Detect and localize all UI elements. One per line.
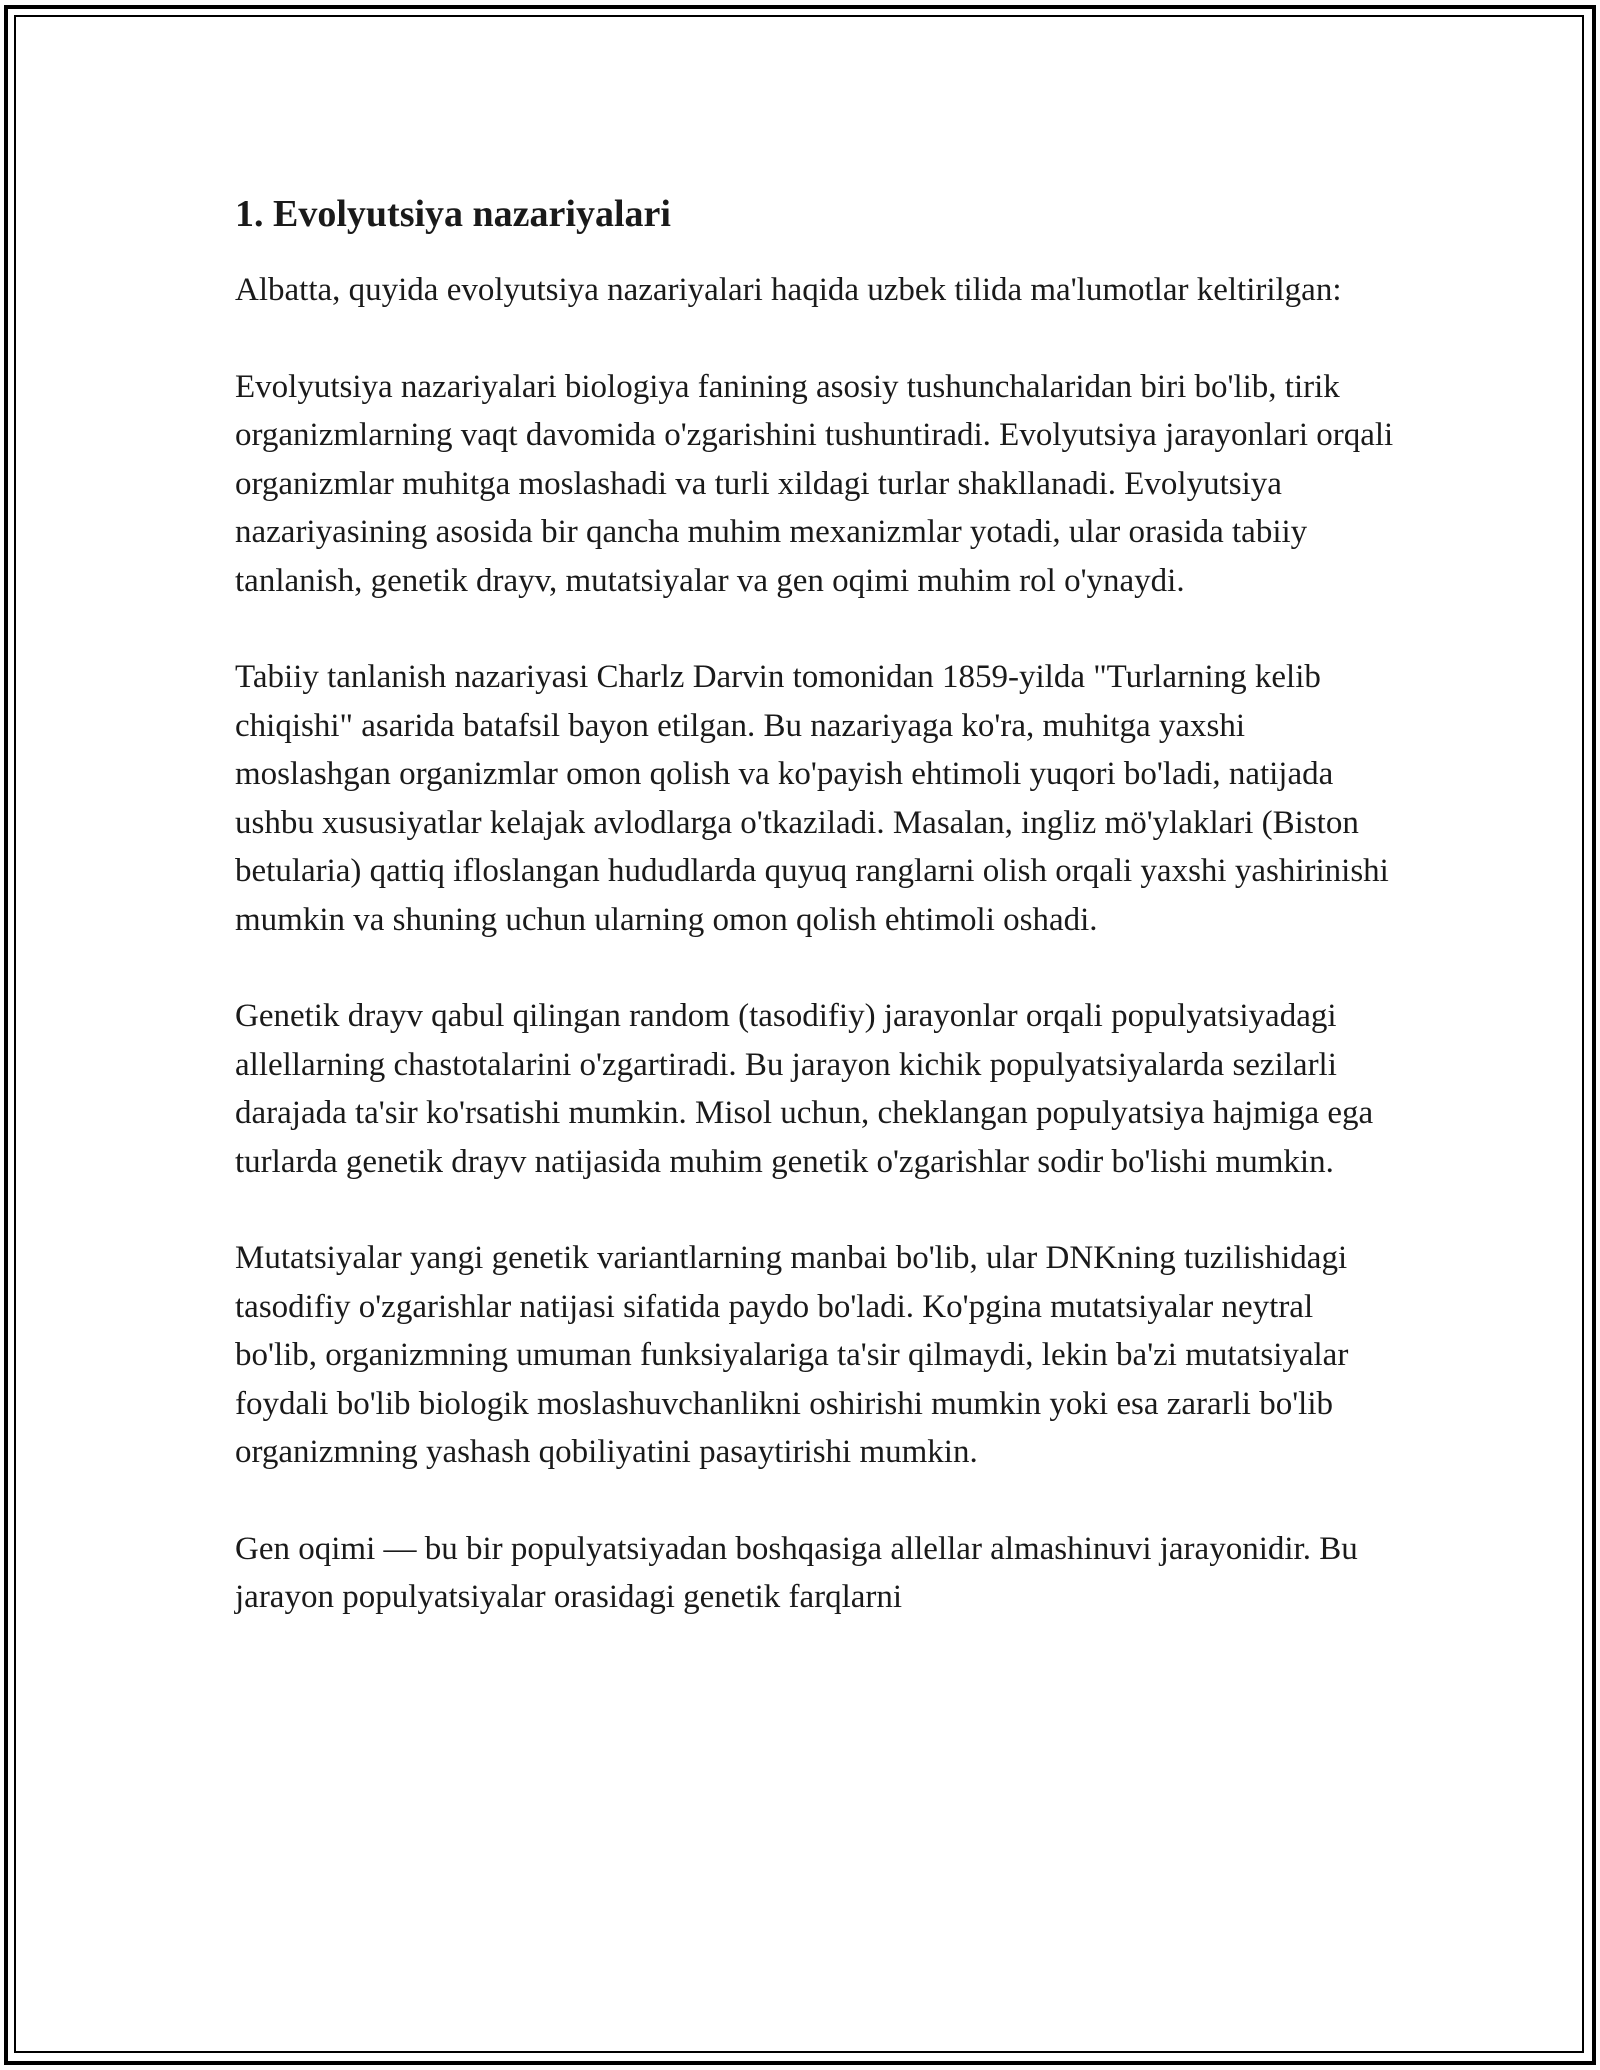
paragraph-intro: Albatta, quyida evolyutsiya nazariyalari haqida uzbek tilida ma'lumotlar keltirilgan:	[235, 272, 1342, 308]
paragraph-evolution-overview: Evolyutsiya nazariyalari biologiya fanining asosiy tushunchalaridan biri bo'lib, tirik organizmlarning vaqt davomida o'zgarishini tushuntiradi. Evolyutsiya jarayonlari orqali organizmlar muhitga moslashadi va turli xildagi turlar shakllanadi. Evolyutsiya nazariyasining asosida bir qancha muhim mexanizmlar yotadi, ular orasida tabiiy tanlanish, genetik drayv, mutatsiyalar va gen oqimi muhim rol o'ynaydi.	[235, 368, 1394, 599]
paragraph-genetic-drift: Genetik drayv qabul qilingan random (tasodifiy) jarayonlar orqali populyatsiyadagi allellarning chastotalarini o'zgartiradi. Bu jarayon kichik populyatsiyalarda sezilarli darajada ta'sir ko'rsatishi mumkin. Misol uchun, cheklangan populyatsiya hajmiga ega turlarda genetik drayv natijasida muhim genetik o'zgarishlar sodir bo'lishi mumkin.	[235, 998, 1374, 1180]
section-heading: 1. Evolyutsiya nazariyalari	[235, 193, 671, 235]
paragraph-mutations: Mutatsiyalar yangi genetik variantlarning manbai bo'lib, ular DNKning tuzilishidagi tasodifiy o'zgarishlar natijasi sifatida paydo bo'ladi. Ko'pgina mutatsiyalar neytral bo'lib, organizmning umuman funksiyalariga ta'sir qilmaydi, lekin ba'zi mutatsiyalar foydali bo'lib biologik moslashuvchanlikni oshirishi mumkin yoki esa zararli bo'lib organizmning yashash qobiliyatini pasaytirishi mumkin.	[235, 1240, 1349, 1470]
paragraph-natural-selection: Tabiiy tanlanish nazariyasi Charlz Darvin tomonidan 1859-yilda "Turlarning kelib chiqishi" asarida batafsil bayon etilgan. Bu nazariyaga ko'ra, muhitga yaxshi moslashgan organizmlar omon qolish va ko'payish ehtimoli yuqori bo'ladi, natijada ushbu xususiyatlar kelajak avlodlarga o'tkaziladi. Masalan, ingliz mö'ylaklari (Biston betularia) qattiq ifloslangan hududlarda quyuq ranglarni olish orqali yaxshi yashirinishi mumkin va shuning uchun ularning omon qolish ehtimoli oshadi.	[235, 659, 1389, 938]
paragraph-gene-flow: Gen oqimi — bu bir populyatsiyadan boshqasiga allellar almashinuvi jarayonidir. Bu jarayon populyatsiyalar orasidagi genetik farqlarni	[235, 1530, 1358, 1615]
document-body	[235, 188, 1395, 1670]
